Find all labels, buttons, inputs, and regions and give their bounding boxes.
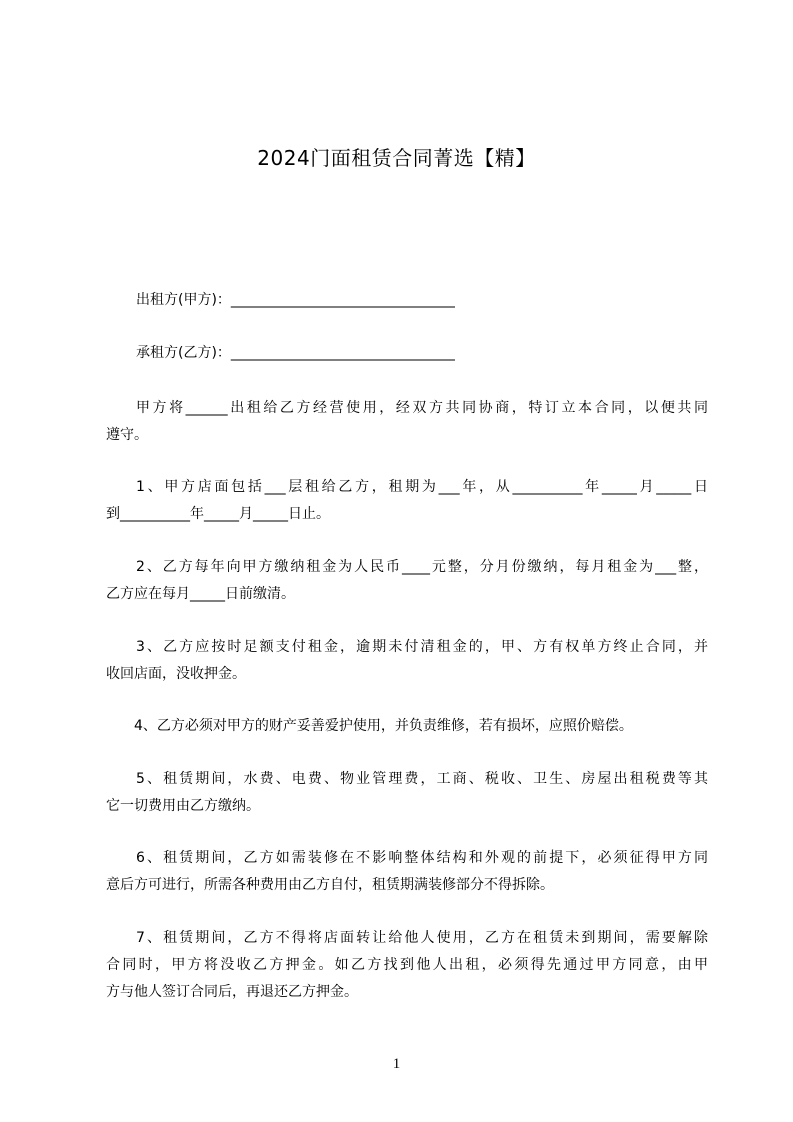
intro-paragraph (106, 398, 708, 445)
clause-2-line-2: 乙方应在每月_____日前缴清。 (106, 586, 295, 602)
clause-5-line-2: 它一切费用由乙方缴纳。 (106, 798, 260, 814)
page-number: 1 (392, 1056, 401, 1072)
clause-3-line-2: 收回店面，没收押金。 (106, 666, 246, 682)
clause-6-line-2: 意后方可进行，所需各种费用由乙方自付，租赁期满装修部分不得拆除。 (106, 877, 554, 893)
clause-6 (106, 848, 708, 895)
clause-7-line-3: 方与他人签订合同后，再退还乙方押金。 (106, 984, 358, 1000)
clause-7-line-2: 合同时，甲方将没收乙方押金。如乙方找到他人出租，必须得先通过甲方同意，由甲 (106, 957, 708, 973)
lessee-field: 承租方(乙方)：________________________________ (136, 345, 455, 361)
clause-1 (106, 477, 708, 524)
clause-7 (106, 928, 708, 1002)
intro-line-2: 遵守。 (106, 427, 148, 443)
clause-1-line-2: 到__________年_____月_____日止。 (106, 506, 330, 522)
clause-7-line-1: 7、租赁期间，乙方不得将店面转让给他人使用，乙方在租赁未到期间，需要解除 (136, 930, 708, 946)
lessor-field: 出租方(甲方)：________________________________ (136, 292, 455, 308)
clause-4 (106, 716, 708, 736)
clause-4-line-1: 4、乙方必须对甲方的财产妥善爱护使用，并负责维修，若有损坏，应照价赔偿。 (134, 718, 633, 734)
clause-5-line-1: 5、租赁期间，水费、电费、物业管理费，工商、税收、卫生、房屋出租税费等其 (136, 771, 708, 787)
clause-3-line-1: 3、乙方应按时足额支付租金，逾期未付清租金的，甲、方有权单方终止合同，并 (136, 639, 708, 655)
clause-6-line-1: 6、租赁期间，乙方如需装修在不影响整体结构和外观的前提下，必须征得甲方同 (136, 850, 708, 866)
intro-line-1: 甲方将______出租给乙方经营使用，经双方共同协商，特订立本合同，以便共同 (136, 400, 708, 416)
document-title: 2024门面租赁合同菁选【精】 (257, 146, 536, 170)
clause-5 (106, 769, 708, 816)
clause-2 (106, 557, 708, 604)
clause-2-line-1: 2、乙方每年向甲方缴纳租金为人民币____元整，分月份缴纳，每月租金为___整， (136, 559, 708, 575)
clause-3 (106, 637, 708, 684)
clause-1-line-1: 1、甲方店面包括___层租给乙方，租期为___年，从__________年_____月_____日 (136, 479, 708, 495)
